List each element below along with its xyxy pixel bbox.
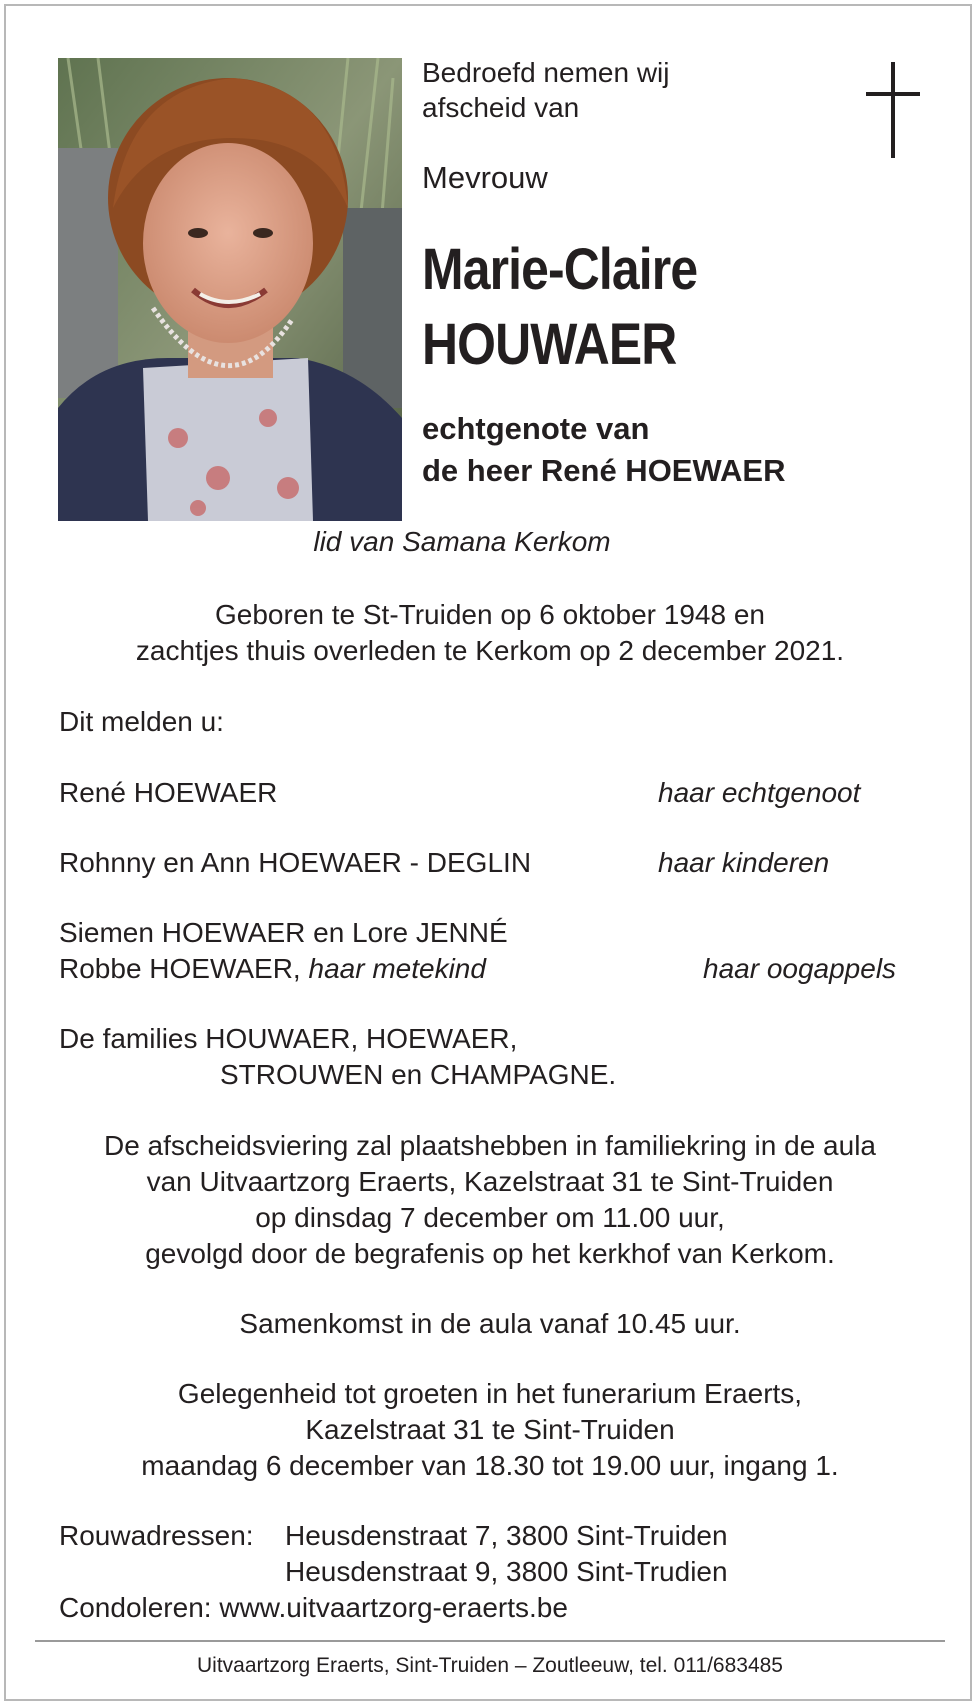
deceased-name <box>422 232 697 382</box>
birth-line: Geboren te St-Truiden op 6 oktober 1948 en <box>215 599 765 630</box>
intro-text <box>422 55 669 125</box>
condolence-link[interactable]: www.uitvaartzorg-eraerts.be <box>219 1592 568 1623</box>
condolence-label: Condoleren: <box>59 1592 212 1623</box>
grandchildren-line-2 <box>59 951 486 986</box>
addresses-label: Rouwadressen: <box>59 1520 254 1551</box>
grandchildren-relation: haar oogappels <box>703 953 897 984</box>
family-header: Dit melden u: <box>59 706 224 737</box>
families-line-1: De families HOUWAER, HOEWAER, <box>59 1023 518 1054</box>
families-line-2: STROUWEN en CHAMPAGNE. <box>220 1059 617 1090</box>
spouse-line-1: echtgenote van <box>422 411 650 446</box>
membership: lid van Samana Kerkom <box>313 526 611 557</box>
grandchildren-line-1: Siemen HOEWAER en Lore JENNÉ <box>59 917 508 948</box>
spouse-line-2: de heer René HOEWAER <box>422 453 786 488</box>
family-spouse-name: René HOEWAER <box>59 777 278 808</box>
grandchild-name: Robbe HOEWAER, <box>59 953 301 984</box>
footer-divider <box>35 1640 945 1642</box>
address-2: Heusdenstraat 9, 3800 Sint-Trudien <box>285 1556 728 1587</box>
condolence-line <box>59 1590 568 1625</box>
visitation-line-3: maandag 6 december van 18.30 tot 19.00 uur, ingang 1. <box>141 1450 839 1481</box>
spouse-info <box>422 408 785 492</box>
family-children-name: Rohnny en Ann HOEWAER - DEGLIN <box>59 847 532 878</box>
ceremony-line-1: De afscheidsviering zal plaatshebben in familiekring in de aula <box>103 1130 876 1161</box>
family-spouse-relation: haar echtgenoot <box>658 777 861 808</box>
last-name: HOUWAER <box>422 312 677 377</box>
footer-text: Uitvaartzorg Eraerts, Sint-Truiden – Zoutleeuw, tel. 011/683485 <box>197 1654 783 1677</box>
death-line: zachtjes thuis overleden te Kerkom op 2 december 2021. <box>135 635 845 666</box>
ceremony-line-3: op dinsdag 7 december om 11.00 uur, <box>255 1202 725 1233</box>
intro-line-2: afscheid van <box>422 92 580 123</box>
family-children-relation: haar kinderen <box>658 847 830 878</box>
ceremony-line-2: van Uitvaartzorg Eraerts, Kazelstraat 31 te Sint-Truiden <box>146 1166 834 1197</box>
intro-line-1: Bedroefd nemen wij <box>422 57 670 88</box>
visitation-line-1: Gelegenheid tot groeten in het funerarium Eraerts, <box>177 1378 803 1409</box>
grandchild-note: haar metekind <box>308 953 486 984</box>
gathering-text: Samenkomst in de aula vanaf 10.45 uur. <box>239 1308 741 1339</box>
address-1: Heusdenstraat 7, 3800 Sint-Truiden <box>285 1520 728 1551</box>
first-name: Marie-Claire <box>422 237 698 302</box>
portrait-photo <box>58 58 402 521</box>
honorific: Mevrouw <box>422 160 548 195</box>
ceremony-line-4: gevolgd door de begrafenis op het kerkhof van Kerkom. <box>145 1238 835 1269</box>
visitation-line-2: Kazelstraat 31 te Sint-Truiden <box>305 1414 675 1445</box>
